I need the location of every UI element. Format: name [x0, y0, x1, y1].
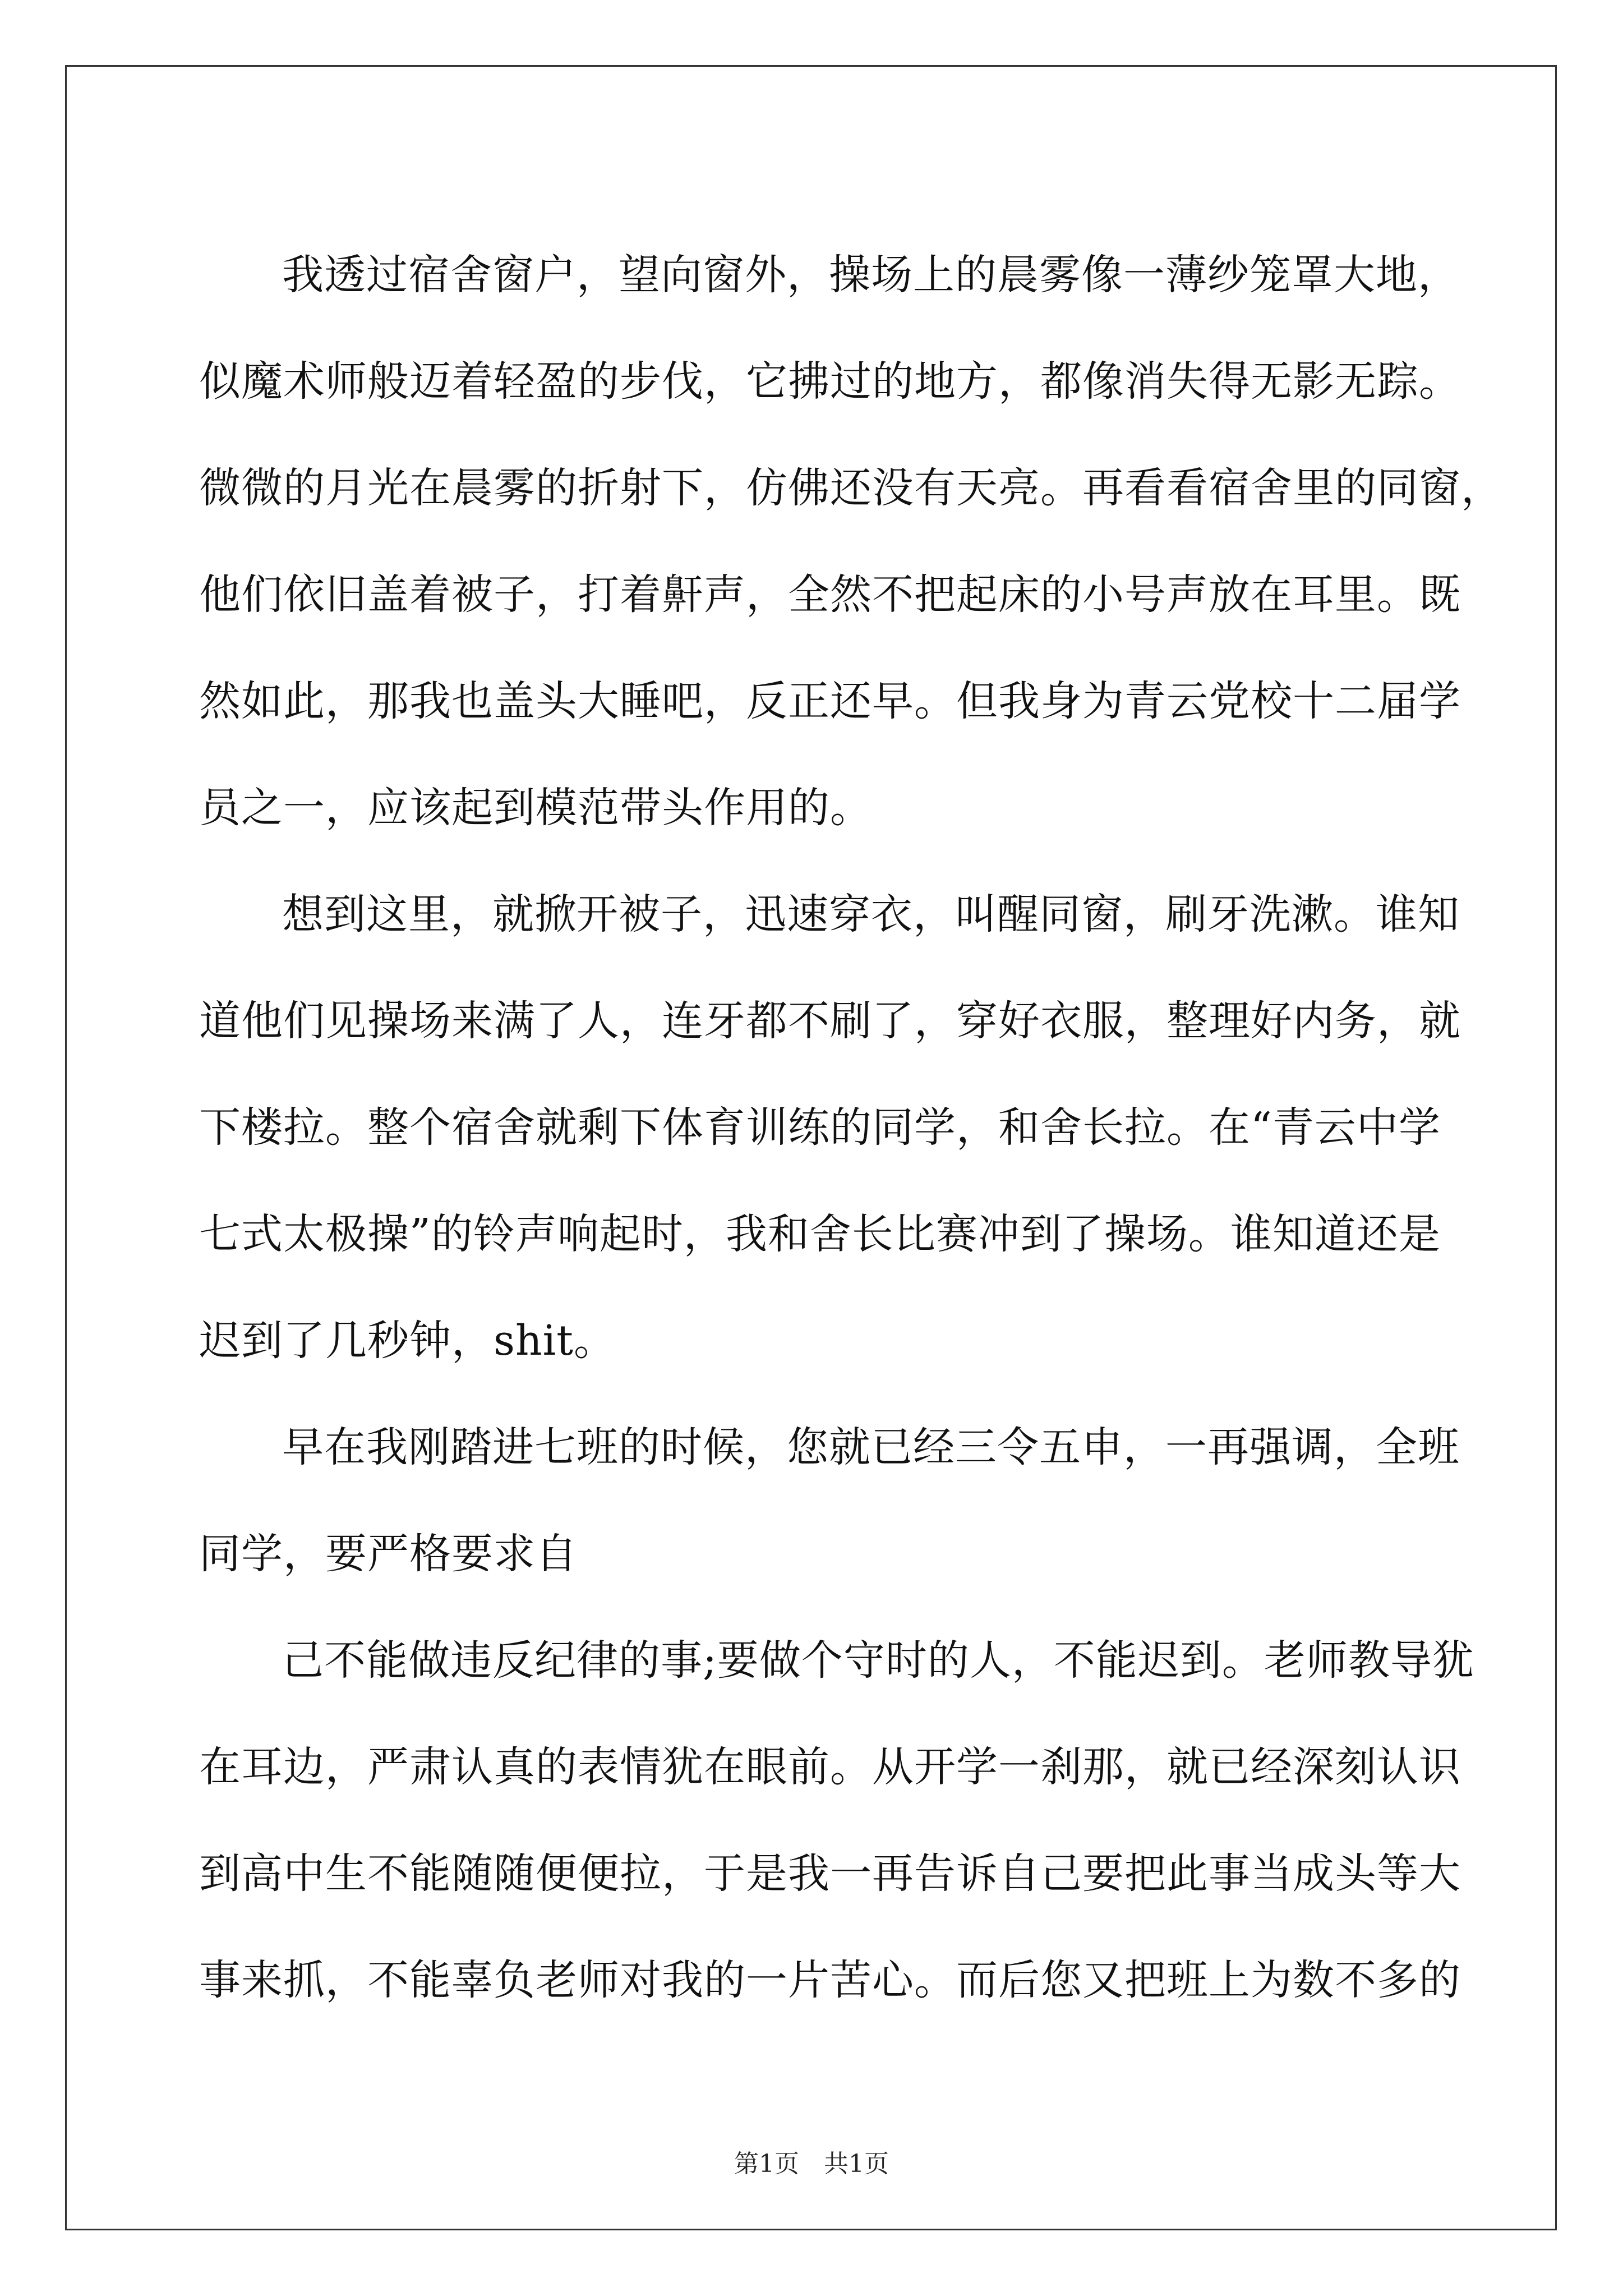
text-line: 己不能做违反纪律的事;要做个守时的人，不能迟到。老师教导犹 — [282, 1636, 1474, 1685]
text-line: 想到这里，就掀开被子，迅速穿衣，叫醒同窗，刷牙洗漱。谁知 — [282, 890, 1460, 938]
text-line: 似魔术师般迈着轻盈的步伐，它拂过的地方，都像消失得无影无踪。 — [199, 357, 1461, 406]
text-line: 迟到了几秒钟，shit。 — [199, 1317, 616, 1365]
text-line: 在耳边，严肃认真的表情犹在眼前。从开学一刹那，就已经深刻认识 — [199, 1743, 1461, 1791]
text-line: 同学，要严格要求自 — [199, 1530, 578, 1578]
text-line: 早在我刚踏进七班的时候，您就已经三令五申，一再强调，全班 — [282, 1423, 1460, 1471]
text-line: 道他们见操场来满了人，连牙都不刷了，穿好衣服，整理好内务，就 — [199, 997, 1461, 1045]
text-line: 他们依旧盖着被子，打着鼾声，全然不把起床的小号声放在耳里。既 — [199, 570, 1461, 619]
text-line: 下楼拉。整个宿舍就剩下体育训练的同学，和舍长拉。在“青云中学 — [199, 1103, 1441, 1152]
text-line: 到高中生不能随随便便拉，于是我一再告诉自己要把此事当成头等大 — [199, 1849, 1461, 1898]
text-line: 然如此，那我也盖头大睡吧，反正还早。但我身为青云党校十二届学 — [199, 677, 1461, 725]
text-line: 事来抓，不能辜负老师对我的一片苦心。而后您又把班上为数不多的 — [199, 1956, 1461, 2004]
text-line: 七式太极操”的铃声响起时，我和舍长比赛冲到了操场。谁知道还是 — [199, 1210, 1441, 1258]
text-line: 员之一，应该起到模范带头作用的。 — [199, 784, 872, 832]
page-number-footer: 第1页 共1页 — [734, 2150, 889, 2178]
text-line: 我透过宿舍窗户，望向窗外，操场上的晨雾像一薄纱笼罩大地， — [282, 251, 1460, 299]
document-body — [199, 222, 1503, 2033]
text-line: 微微的月光在晨雾的折射下，仿佛还没有天亮。再看看宿舍里的同窗， — [199, 464, 1503, 512]
